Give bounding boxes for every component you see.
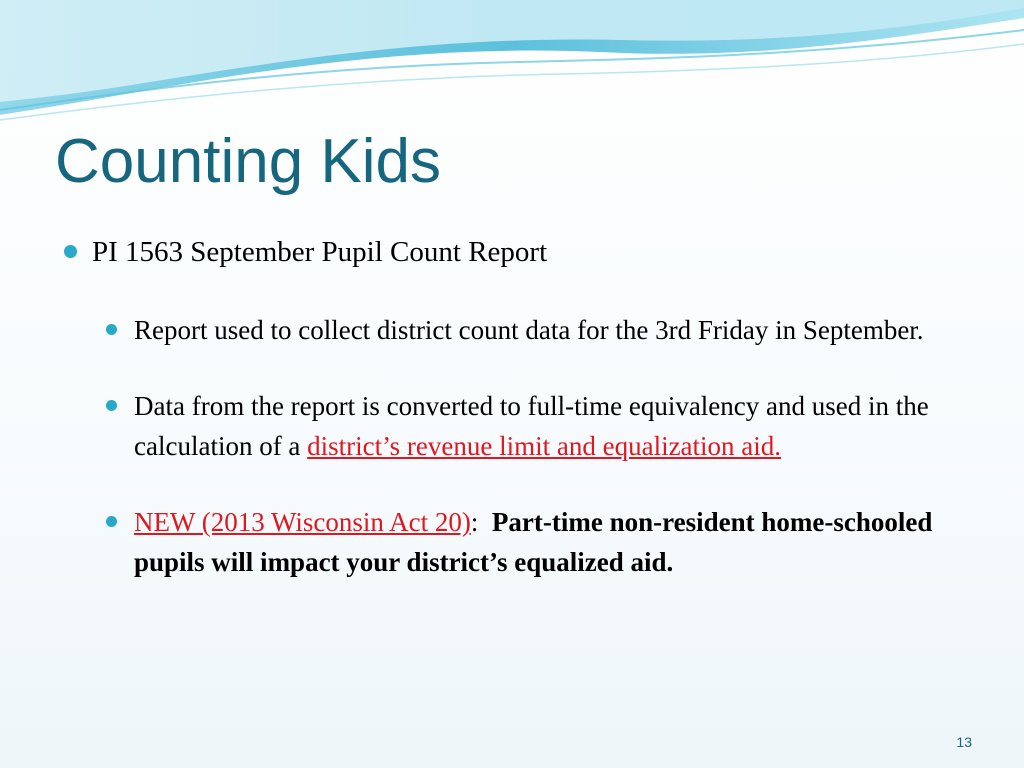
bullet-pi1563	[62, 232, 942, 272]
bullet-dot-icon	[64, 245, 77, 258]
page-number: 13	[956, 734, 972, 750]
sub-bullet-text: Data from the report is converted to full-time equivalency and used in the calculation of a	[134, 391, 929, 461]
sub-bullet-report-purpose	[104, 310, 942, 350]
bullet-dot-icon	[106, 324, 117, 335]
sub-bullet-text: Report used to collect district count data for the 3rd Friday in September.	[134, 315, 924, 345]
bullet-dot-icon	[106, 400, 117, 411]
header-wave-decoration	[0, 0, 1024, 130]
slide-content	[62, 232, 942, 582]
sub-bullet-fte-conversion	[104, 386, 942, 466]
bullet-dot-icon	[106, 516, 117, 527]
separator-colon: :	[470, 507, 479, 537]
slide-title: Counting Kids	[55, 127, 442, 196]
wisconsin-act-20-link[interactable]: NEW (2013 Wisconsin Act 20)	[134, 507, 471, 537]
bold-impact-text: Part-time non-resident home-schooled pupils will impact your district’s equalized aid.	[134, 507, 933, 577]
revenue-limit-link[interactable]: district’s revenue limit and equalization aid.	[307, 431, 782, 461]
sub-bullet-new-act-20	[104, 502, 942, 582]
bullet-text: PI 1563 September Pupil Count Report	[92, 236, 548, 268]
